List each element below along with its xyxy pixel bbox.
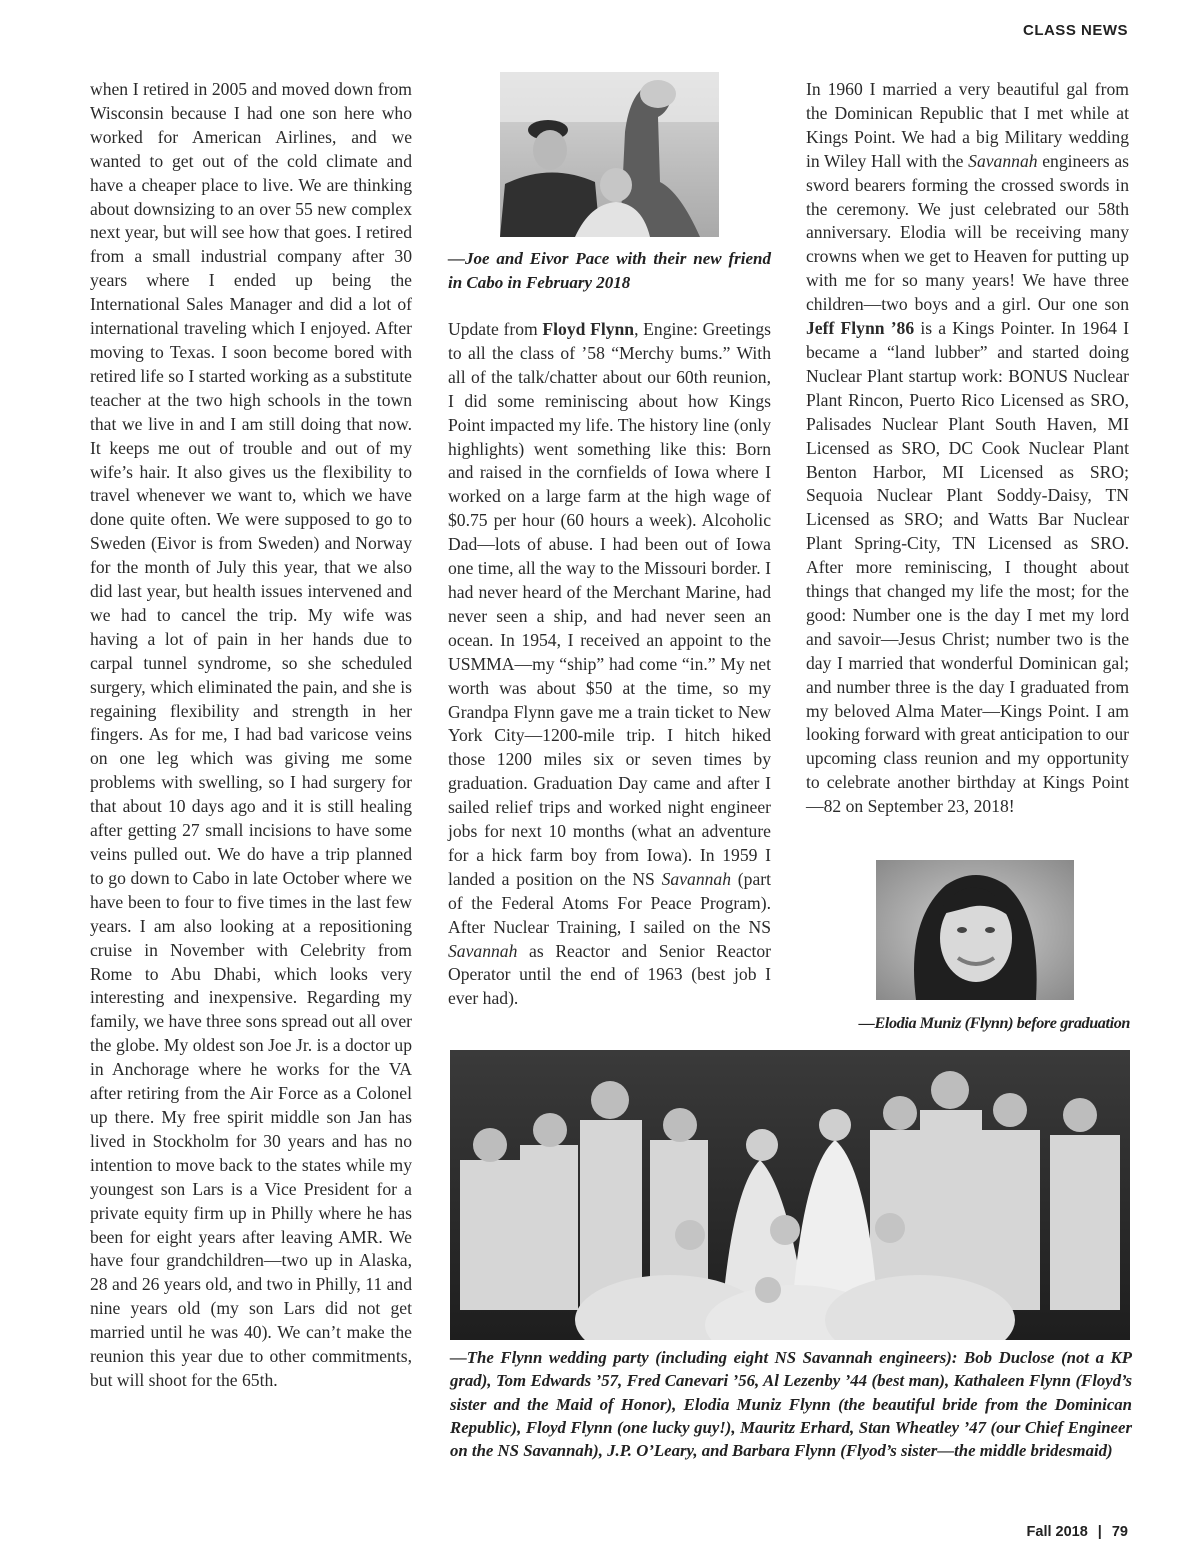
column-2-text [448, 318, 771, 1011]
article-column-1 [90, 78, 412, 1393]
article-column-2 [448, 318, 771, 1011]
photo-3-caption: —The Flynn wedding party (including eight NS Savannah engineers): Bob Duclose (not a KP grad), Tom Edwards ’57, Fred Canevari ’56, Al Lezenby ’44 (best man), Kathaleen Flynn (Floyd’s sister and the Maid of Honor), Elodia Muniz Flynn (the beautiful bride from the Dominican Republic), Floyd Flynn (one lucky guy!), Mauritz Erhard, Stan Wheatley ’47 (our Chief Engineer on the NS Savannah), J.P. O’Leary, and Barbara Flynn (Flyod’s sister—the middle bridesmaid) [450, 1348, 1132, 1461]
photo-1-caption: —Joe and Eivor Pace with their new friend in Cabo in February 2018 [448, 249, 771, 292]
pace-camel-photo [500, 72, 719, 237]
ship-name: Savannah [968, 150, 1038, 171]
son-name: Jeff Flynn ’86 [806, 318, 915, 339]
column-2-text-b: (part of the Federal Atoms For Peace Program). After Nuclear Training, I sailed on the NS [448, 868, 771, 937]
column-3-text [806, 78, 1129, 819]
wedding-party-photo [450, 1050, 1130, 1340]
column-3-text-a: In 1960 I married a very beautiful gal from the Dominican Republic that I met while at Kings Point. We had a big Military wedding in Wiley Hall with the [806, 79, 1129, 171]
issue-label: Fall 2018 [1026, 1524, 1088, 1540]
ship-name: Savannah [448, 940, 518, 961]
column-1-text: when I retired in 2005 and moved down from Wisconsin because I had one son here who worked for American Airlines, and we wanted to get out of the cold climate and have a cheaper place to live. We are thinking about downsizing to an over 55 new complex next year, but will see how that goes. I retired from a small industrial company after 30 years where I ended up being the International Sales Manager and did a lot of international traveling which I enjoyed. After moving to Texas. I soon become bored with retired life so I started working as a substitute teacher at the two high schools in the town that we live in and I am still doing that now. It keeps me out of trouble and out of my wife’s hair. It also gives us the flexibility to travel whenever we want to, which we have done quite often. We were supposed to go to Sweden (Eivor is from Sweden) and Norway for the month of July this year, that we also did last year, but health issues intervened and we had to cancel the trip. My wife was having a lot of pain in her hands due to carpal tunnel syndrome, so she scheduled surgery, which eliminated the pain, and she is regaining flexibility and strength in her fingers. As for me, I had bad varicose veins on one leg which was giving me some problems with swelling, so I had surgery for that about 10 days ago and it is still healing after getting 27 small incisions to have some veins pulled out. We do have a trip planned to go down to Cabo in late October where we have been to four to five times in the last few years. I am also looking at a repositioning cruise in November with Celebrity from Rome to Abu Dhabi, which looks very interesting and inexpensive. Regarding my family, we have three sons spread out all over the globe. My oldest son Joe Jr. is a doctor up in Anchorage where he works for the VA after retiring from the Air Force as a Colonel up there. My free spirit middle son Jan has lived in Stockholm for 30 years and has no intention to move back to the states while my youngest son Lars is a Vice President for a private equity firm up in Philly where he has been for eight years after leaving AMR. We have four grandchildren—two up in Alaska, 28 and 26 years old, and two in Philly, 11 and nine years old (my son Lars did not get married until he was 40). We can’t make the reunion this year due to other commitments, but will shoot for the 65th. [90, 79, 412, 1390]
column-3-text-b: engineers as sword bearers forming the crossed swords in the ceremony. We just celebrated our 58th anniversary. Elodia will be receiving many crowns when we get to Heaven for putting up with me for so many years! We have three children—two boys and a girl. Our one son [806, 150, 1129, 315]
update-intro: Update from [448, 319, 543, 339]
ship-name: Savannah [661, 868, 732, 889]
article-column-3 [806, 78, 1129, 819]
section-header: CLASS NEWS [1022, 22, 1128, 39]
author-name: Floyd Flynn [542, 319, 635, 339]
footer-separator: | [1097, 1524, 1102, 1540]
page-footer [1027, 1524, 1128, 1540]
column-2-text-c: as Reactor and Senior Reactor Operator until the end of 1963 (best job I ever had). [448, 940, 771, 1009]
photo-2-caption: —Elodia Muniz (Flynn) before graduation [858, 1014, 1130, 1032]
column-2-text-a: , Engine: Greetings to all the class of ’58 “Merchy bums.” With all of the talk/chatter about our 60th reunion, I did some reminiscing about how Kings Point impacted my life. The history line (only highlights) went something like this: Born and raised in the cornfields of Iowa where I worked on a large farm at the high wage of $0.75 per hour (60 hours a week). Alcoholic Dad—lots of abuse. I had been out of Iowa one time, all the way to the Missouri border. I had never heard of the Merchant Marine, had never seen a ship, and had never seen an ocean. In 1954, I received an appoint to the USMMA—my “ship” had come “in.” My net worth was about $50 at the time, so my Grandpa Flynn gave me a train ticket to New York City—1200-mile trip. I hitch hiked those 1200 miles six or seven times by graduation. Graduation Day came and after I sailed relief trips and worked night engineer jobs for next 10 months (what an adventure for a hick farm boy from Iowa). In 1959 I landed a position on the NS [448, 319, 771, 889]
page-number: 79 [1111, 1524, 1128, 1540]
column-3-text-c: is a Kings Pointer. In 1964 I became a “land lubber” and started doing Nuclear Plant startup work: BONUS Nuclear Plant Rincon, Puerto Rico Licensed as SRO, Palisades Nuclear Plant South Haven, MI Licensed as SRO, DC Cook Nuclear Plant Benton Harbor, MI Licensed as SRO; Sequoia Nuclear Plant Soddy-Daisy, TN Licensed as SRO; and Watts Bar Nuclear Plant Spring-City, TN Licensed as SRO. After more reminiscing, I thought about things that changed my life the most; for the good: Number one is the day I met my lord and savoir—Jesus Christ; number two is the day I married that wonderful Dominican gal; and number three is the day I graduated from my beloved Alma Mater—Kings Point. I am looking forward with great anticipation to our upcoming class reunion and my opportunity to celebrate another birthday at Kings Point—82 on September 23, 2018! [806, 318, 1129, 817]
elodia-portrait-photo [876, 860, 1074, 1000]
